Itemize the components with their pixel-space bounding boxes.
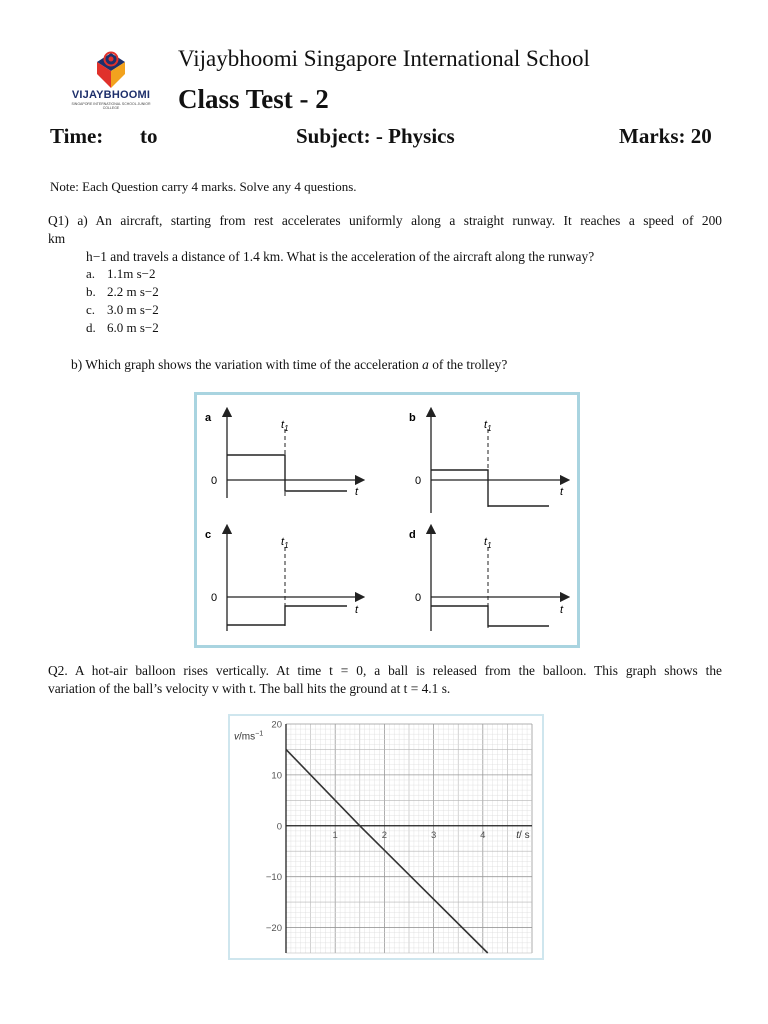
t1-label-c: $t_1$	[281, 536, 289, 550]
t-axis-label-b: t	[560, 486, 564, 498]
t1-label-a: $t_1$	[281, 419, 289, 433]
panel-label-c: c	[205, 529, 212, 541]
time-label: Time:	[50, 124, 104, 148]
q1-option-b	[86, 284, 159, 300]
zero-label-c: 0	[211, 592, 218, 604]
subject-label: Subject: - Physics	[296, 124, 455, 148]
q1-part-b	[71, 356, 507, 374]
panel-label-b: b	[409, 412, 416, 424]
q1-option-a	[86, 266, 156, 282]
option-text: 2.2 m s−2	[107, 284, 159, 299]
option-letter: d.	[86, 320, 96, 335]
q2-line2: variation of the ball’s velocity v with t. The ball hits the ground at t = 4.1 s.	[48, 681, 451, 696]
q1-option-d	[86, 320, 159, 336]
option-letter: b.	[86, 284, 96, 299]
option-text: 6.0 m s−2	[107, 320, 159, 335]
t1-label-b: $t_1$	[484, 419, 492, 433]
marks-label: Marks: 20	[619, 124, 712, 148]
q1-part-a-line3: h−1 and travels a distance of 1.4 km. What is the acceleration of the aircraft along the runway?	[86, 249, 595, 264]
school-name: Vijaybhoomi Singapore International School	[178, 46, 590, 71]
q2-velocity-chart-svg	[230, 716, 542, 958]
q1-option-c	[86, 302, 159, 318]
option-letter: a.	[86, 266, 96, 281]
y-tick-label: −20	[265, 923, 282, 935]
q1-part-a-line2: km	[48, 231, 66, 246]
q1-part-a-line1: Q1) a) An aircraft, starting from rest accelerates uniformly along a straight runway. It reaches a speed of 200	[48, 213, 722, 228]
t-axis-label-a: t	[355, 486, 359, 498]
x-tick-label: 1	[332, 829, 338, 841]
t-axis-label-d: t	[560, 604, 564, 616]
q1-part-b-text-end: of the trolley?	[428, 357, 508, 372]
graph-panel-c	[205, 529, 360, 631]
x-tick-label: 3	[430, 829, 437, 841]
q2-velocity-chart	[228, 714, 544, 960]
q2-line1: Q2. A hot-air balloon rises vertically. At time t = 0, a ball is released from the balloon. This graph shows the	[48, 663, 722, 678]
logo-wordmark: VIJAYBHOOMI	[71, 89, 151, 101]
y-tick-label: −10	[265, 872, 282, 884]
t1-label-d: $t_1$	[484, 536, 492, 550]
graph-panel-d	[409, 529, 565, 631]
q1-graphs-figure	[194, 392, 580, 648]
y-axis-title: $v/ms^{-1}$	[234, 730, 264, 743]
option-text: 1.1m s−2	[107, 266, 156, 281]
logo-tagline: SINGAPORE INTERNATIONAL SCHOOL JUNIOR COLLEGE	[71, 102, 151, 110]
zero-label-d: 0	[415, 592, 422, 604]
panel-label-d: d	[409, 529, 416, 541]
graph-panel-b	[409, 412, 565, 513]
x-axis-title: t/ s	[516, 829, 530, 841]
q1-part-b-text: b) Which graph shows the variation with time of the acceleration	[71, 357, 423, 372]
q1-part-b-variable: a	[422, 357, 429, 372]
x-tick-label: 4	[480, 829, 486, 841]
instructions-note: Note: Each Question carry 4 marks. Solve any 4 questions.	[50, 179, 357, 194]
zero-label-b: 0	[415, 475, 422, 487]
option-letter: c.	[86, 302, 96, 317]
test-title: Class Test - 2	[178, 84, 329, 114]
zero-label-a: 0	[211, 475, 218, 487]
panel-label-a: a	[205, 412, 212, 424]
x-tick-label: 2	[381, 829, 388, 841]
t-axis-label-c: t	[355, 604, 359, 616]
graph-panel-a	[205, 412, 360, 498]
y-tick-label: 20	[271, 719, 282, 731]
chart-grid	[286, 724, 532, 953]
option-text: 3.0 m s−2	[107, 302, 159, 317]
time-to-label: to	[140, 124, 158, 148]
y-tick-label: 0	[276, 821, 282, 833]
y-tick-label: 10	[271, 770, 282, 782]
q1-graphs-svg	[197, 395, 577, 645]
school-logo	[95, 48, 127, 90]
logo-emblem-icon	[95, 48, 127, 90]
